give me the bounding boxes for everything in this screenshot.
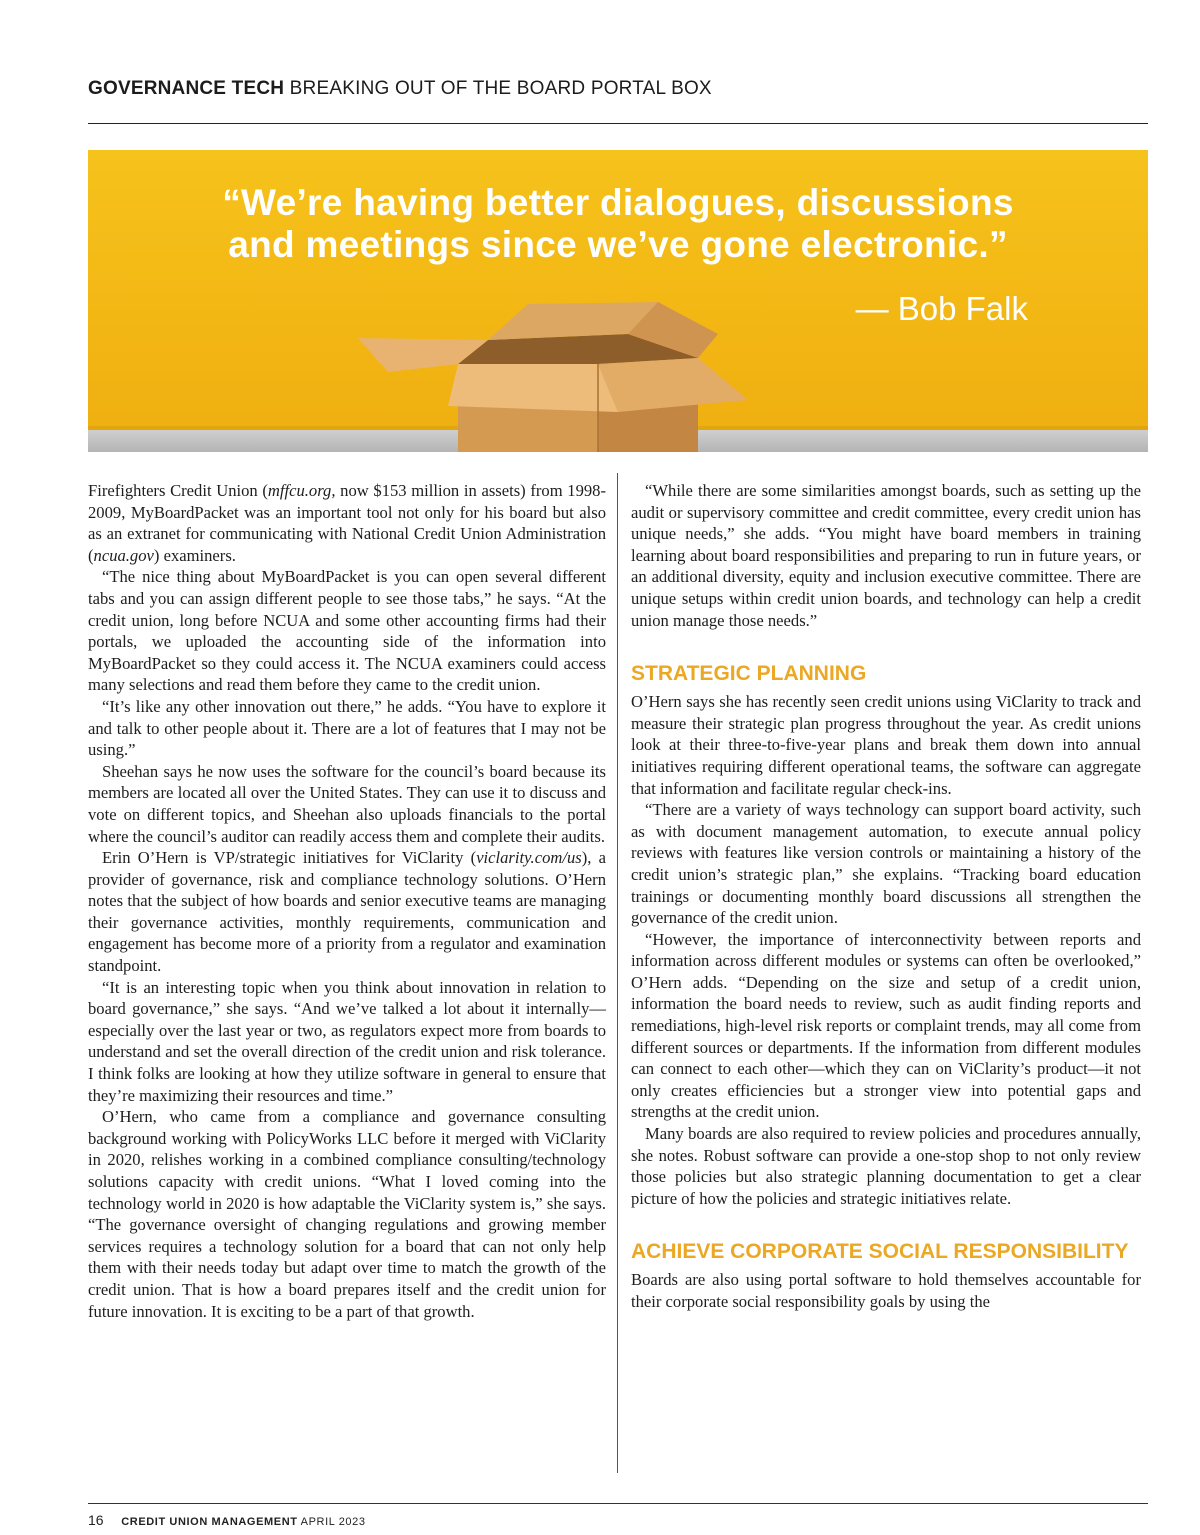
running-head (88, 78, 1148, 100)
paragraph: O’Hern says she has recently seen credit unions using ViClarity to track and measure their strategic plan progress throughout the year. As credit unions look at their three-to-five-year plans and break them down into annual initiatives requiring different operational teams, the software can aggregate that information and facilitate regular check-ins. (631, 692, 1141, 798)
paragraph: “There are a variety of ways technology can support board activity, such as with document management automation, to execute annual policy reviews with features like version controls or maintaining a history of the credit union’s strategic plan,” she explains. “Tracking board education trainings or documenting monthly board discussions all strengthen the governance of the credit union. (631, 800, 1141, 928)
website-reference: ncua.gov (93, 545, 154, 565)
subheading-corporate-social-responsibility: ACHIEVE CORPORATE SOCIAL RESPONSIBILITY (631, 1240, 1129, 1264)
page-footer (88, 1512, 366, 1528)
website-reference: viclarity.com/us (476, 848, 582, 868)
footer-rule (88, 1503, 1148, 1504)
column-divider (617, 473, 618, 1473)
header-rule (88, 123, 1148, 124)
pull-quote (88, 182, 1148, 266)
paragraph: Boards are also using portal software to hold themselves accountable for their corporate social responsibility goals by using the (631, 1270, 1141, 1311)
paragraph: “However, the importance of interconnectivity between reports and information across different modules or systems can often be overlooked,” O’Hern adds. “Depending on the size and setup of a credit union, information the board needs to review, such as audit finding reports and remediations, high-level risk reports or complaint trends, may all come from different sources or departments. If the information from different modules can connect to each other—which they can on ViClarity’s product—it not only creates efficiencies but a stronger view into potential gaps and strengths at the credit union. (631, 929, 1141, 1122)
hero-banner (88, 150, 1148, 452)
paragraph (88, 847, 606, 977)
issue-date: APRIL 2023 (300, 1516, 366, 1528)
text-run: ), a provider of governance, risk and compliance technology solutions. O’Hern notes that the subject of how boards and senior executive teams are managing their governance activities, monthly requirements, communication and engagement has become more of a priority from a regulator and examination standpoint. (88, 848, 606, 976)
paragraph: Many boards are also required to review policies and procedures annually, she notes. Robust software can provide a one-stop shop to not only review those policies but also strategic planning documentation to get a clear picture of how the policies and strategic initiatives relate. (631, 1124, 1141, 1208)
quote-attribution: — Bob Falk (855, 290, 1028, 327)
quote-line-1: “We’re having better dialogues, discussions (222, 182, 1014, 223)
left-column (88, 480, 606, 1322)
paragraph: “It’s like any other innovation out there,” he adds. “You have to explore it and talk to other people about it. There are a lot of features that I may not be using.” (88, 696, 606, 760)
page-number: 16 (88, 1512, 104, 1528)
paragraph: “While there are some similarities amongst boards, such as setting up the audit or supervisory committee and credit committee, every credit union has unique needs,” she adds. “You might have board members in training learning about board responsibilities and preparing to run in future years, or an additional diversity, equity and inclusion executive committee. There are unique setups within credit union boards, and technology can help a credit union manage those needs.” (631, 481, 1141, 630)
open-cardboard-box-icon (328, 300, 808, 452)
text-run: Erin O’Hern is VP/strategic initiatives for ViClarity ( (102, 848, 477, 868)
quote-line-2: and meetings since we’ve gone electronic.” (228, 224, 1008, 265)
paragraph: O’Hern, who came from a compliance and governance consulting background working with PolicyWorks LLC before it merged with ViClarity in 2020, relishes working in a combined compliance consulting/technology solutions capacity with credit unions. “What I loved coming into the technology world in 2020 is how adaptable the ViClarity system is,” she says. “The governance oversight of changing regulations and growing member services requires a technology solution for a board that can not only help them with their needs today but adapt over time to match the growth of the credit union. That is how a board prepares itself and the credit union for future innovation. It is exciting to be a part of that growth. (88, 1107, 606, 1321)
text-run: ) examiners. (153, 545, 236, 565)
subheading-strategic-planning: STRATEGIC PLANNING (631, 662, 867, 686)
text-run: Firefighters Credit Union ( (88, 481, 268, 500)
article-title: BREAKING OUT OF THE BOARD PORTAL BOX (289, 78, 712, 99)
paragraph (88, 480, 606, 566)
paragraph: Sheehan says he now uses the software for the council’s board because its members are located all over the United States. They can use it to discuss and vote on different topics, and Sheehan also uploads financials to the portal where the council’s auditor can readily access them and complete their audits. (88, 761, 606, 846)
website-reference: mffcu.org, (267, 481, 336, 500)
right-column (631, 480, 1141, 1313)
text-run: now $153 million in assets) from 1998-2009, MyBoardPacket was an important tool not only for his board but also as an extranet for communicating with National Credit Union Administration ( (88, 481, 606, 565)
paragraph: “The nice thing about MyBoardPacket is you can open several different tabs and you can assign different people to see those tabs,” he says. “At the credit union, long before NCUA and some other accounting firms had their portals, we uploaded the accounting side of the information into MyBoardPacket so they could access it. The NCUA examiners could access many selections and read them before they came to the credit union. (88, 567, 606, 695)
paragraph: “It is an interesting topic when you think about innovation in relation to board governance,” she says. “And we’ve talked a lot about it internally—especially over the last year or two, as regulators expect more from boards to understand and set the overall direction of the credit union and risk tolerance. I think folks are looking at how they utilize software in general to ensure that they’re maximizing their resources and time.” (88, 977, 606, 1105)
magazine-name: CREDIT UNION MANAGEMENT (121, 1516, 298, 1528)
section-label: GOVERNANCE TECH (88, 78, 285, 99)
